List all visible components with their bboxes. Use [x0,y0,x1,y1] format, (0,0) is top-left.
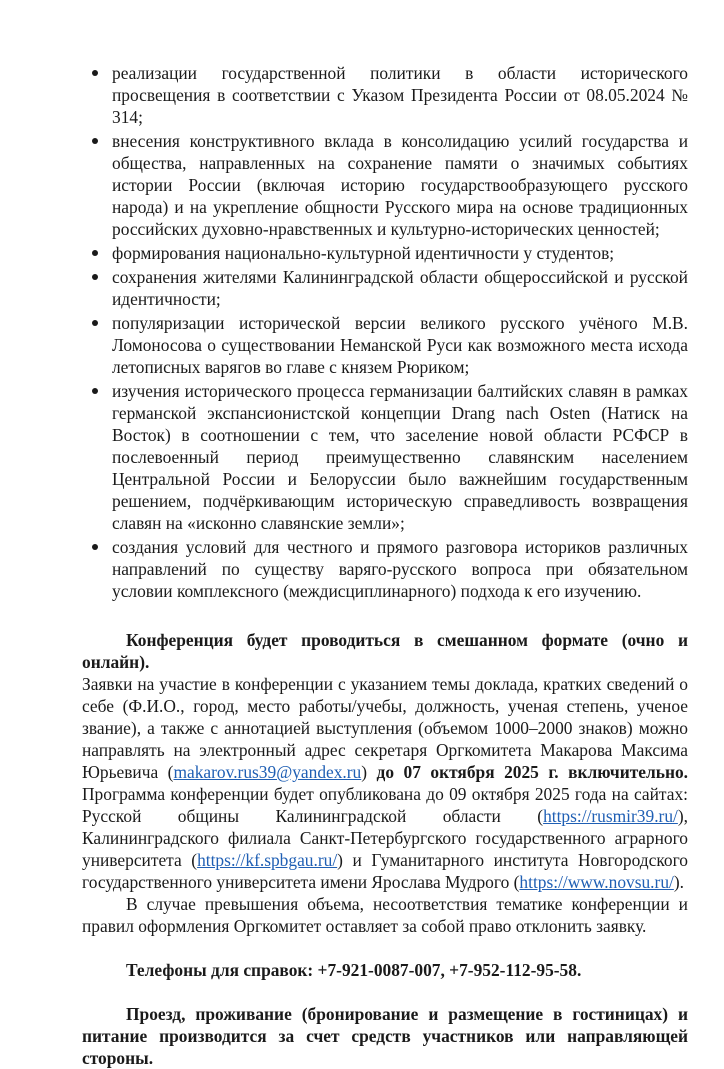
list-item-text: популяризации исторической версии великого русского учёного М.В. Ломоносова о существовании Неманской Руси как возможного места исхода летописных варягов во главе с князем Рюриком; [112,313,688,377]
list-item-text: реализации государственной политики в области исторического просвещения в соответствии с Указом Президента России от 08.05.2024 № 314; [112,63,688,127]
document-page [82,62,688,1069]
spacer [82,604,688,629]
list-item-text: формирования национально-культурной идентичности у студентов; [112,243,615,263]
list-item [82,130,688,240]
format-notice: Конференция будет проводиться в смешанном формате (очно и онлайн). [82,630,688,672]
bullet-icon [92,70,98,76]
expenses-notice: Проезд, проживание (бронирование и размещение в гостиницах) и питание производится за счет средств участников или направляющей стороны. [82,1004,688,1068]
list-item [82,62,688,128]
application-text-after-email: ) [361,762,377,782]
spacer [82,937,688,959]
bullet-icon [92,544,98,550]
bullet-icon [92,250,98,256]
list-item-text: внесения конструктивного вклада в консолидацию усилий государства и общества, направленных на сохранение памяти о значимых событиях истории России (включая историю государствообразующего русского народа) и на укрепление общности Русского мира на основе традиционных российских духовно-нравственных и культурно-исторических ценностей; [112,131,688,239]
list-item [82,380,688,534]
goals-list [82,62,688,602]
spacer [82,981,688,1003]
list-item [82,312,688,378]
deadline-text: до 07 октября 2025 г. включительно [376,762,684,782]
list-item-text: создания условий для честного и прямого разговора историков различных направлений по существу варяго-русского вопроса при обязательном условии комплексного (междисциплинарного) подхода к его изучению. [112,537,688,601]
list-item [82,266,688,310]
list-item-text: сохранения жителями Калининградской области общероссийской и русской идентичности; [112,267,688,309]
program-text-1: Программа конференции будет опубликована до 09 октября 2025 года на сайтах: Русской общины Калининградской области ( [82,784,688,826]
bullet-icon [92,274,98,280]
list-item [82,536,688,602]
deadline-end: . [683,762,689,782]
rejection-notice: В случае превышения объема, несоответствия тематике конференции и правил оформления Оргкомитет оставляет за собой право отклонить заявку. [82,894,688,936]
rusmir-link[interactable]: https://rusmir39.ru/ [543,806,678,826]
bullet-icon [92,138,98,144]
application-text: Заявки на участие в конференции с указанием темы доклада, кратких сведений о себе (Ф.И.О., город, место работы/учебы, должность, ученая степень, ученое звание), а также с аннотацией выступления (объемом 1000–2000 знаков) можно направлять на электронный адрес секретаря Оргкомитета Макарова Максима Юрьевича ( [82,674,688,782]
program-text-2: ), Калининградского филиала Санкт-Петербургского государственного аграрного университета ( [82,806,688,870]
list-item-text: изучения исторического процесса германизации балтийских славян в рамках германской экспансионистской концепции Drang nach Osten (Натиск на Восток) в соотношении с тем, что заселение новой области РСФСР в послевоенный период преимущественно славянским населением Центральной России и Белоруссии было важнейшим государственным решением, подчёркивающим историческую справедливость возвращения славян на «исконно славянские земли»; [112,381,688,533]
program-text-3: ) и Гуманитарного института Новгородского государственного университета имени Ярослава Мудрого ( [82,850,688,892]
spbgau-link[interactable]: https://kf.spbgau.ru/ [197,850,338,870]
bullet-icon [92,320,98,326]
email-link[interactable]: makarov.rus39@yandex.ru [173,762,362,782]
phones-notice: Телефоны для справок: +7-921-0087-007, +7-952-112-95-58. [126,960,582,980]
application-paragraph [82,673,688,893]
bullet-icon [92,388,98,394]
list-item [82,242,688,264]
program-text-4: ). [673,872,684,892]
novsu-link[interactable]: https://www.novsu.ru/ [519,872,674,892]
